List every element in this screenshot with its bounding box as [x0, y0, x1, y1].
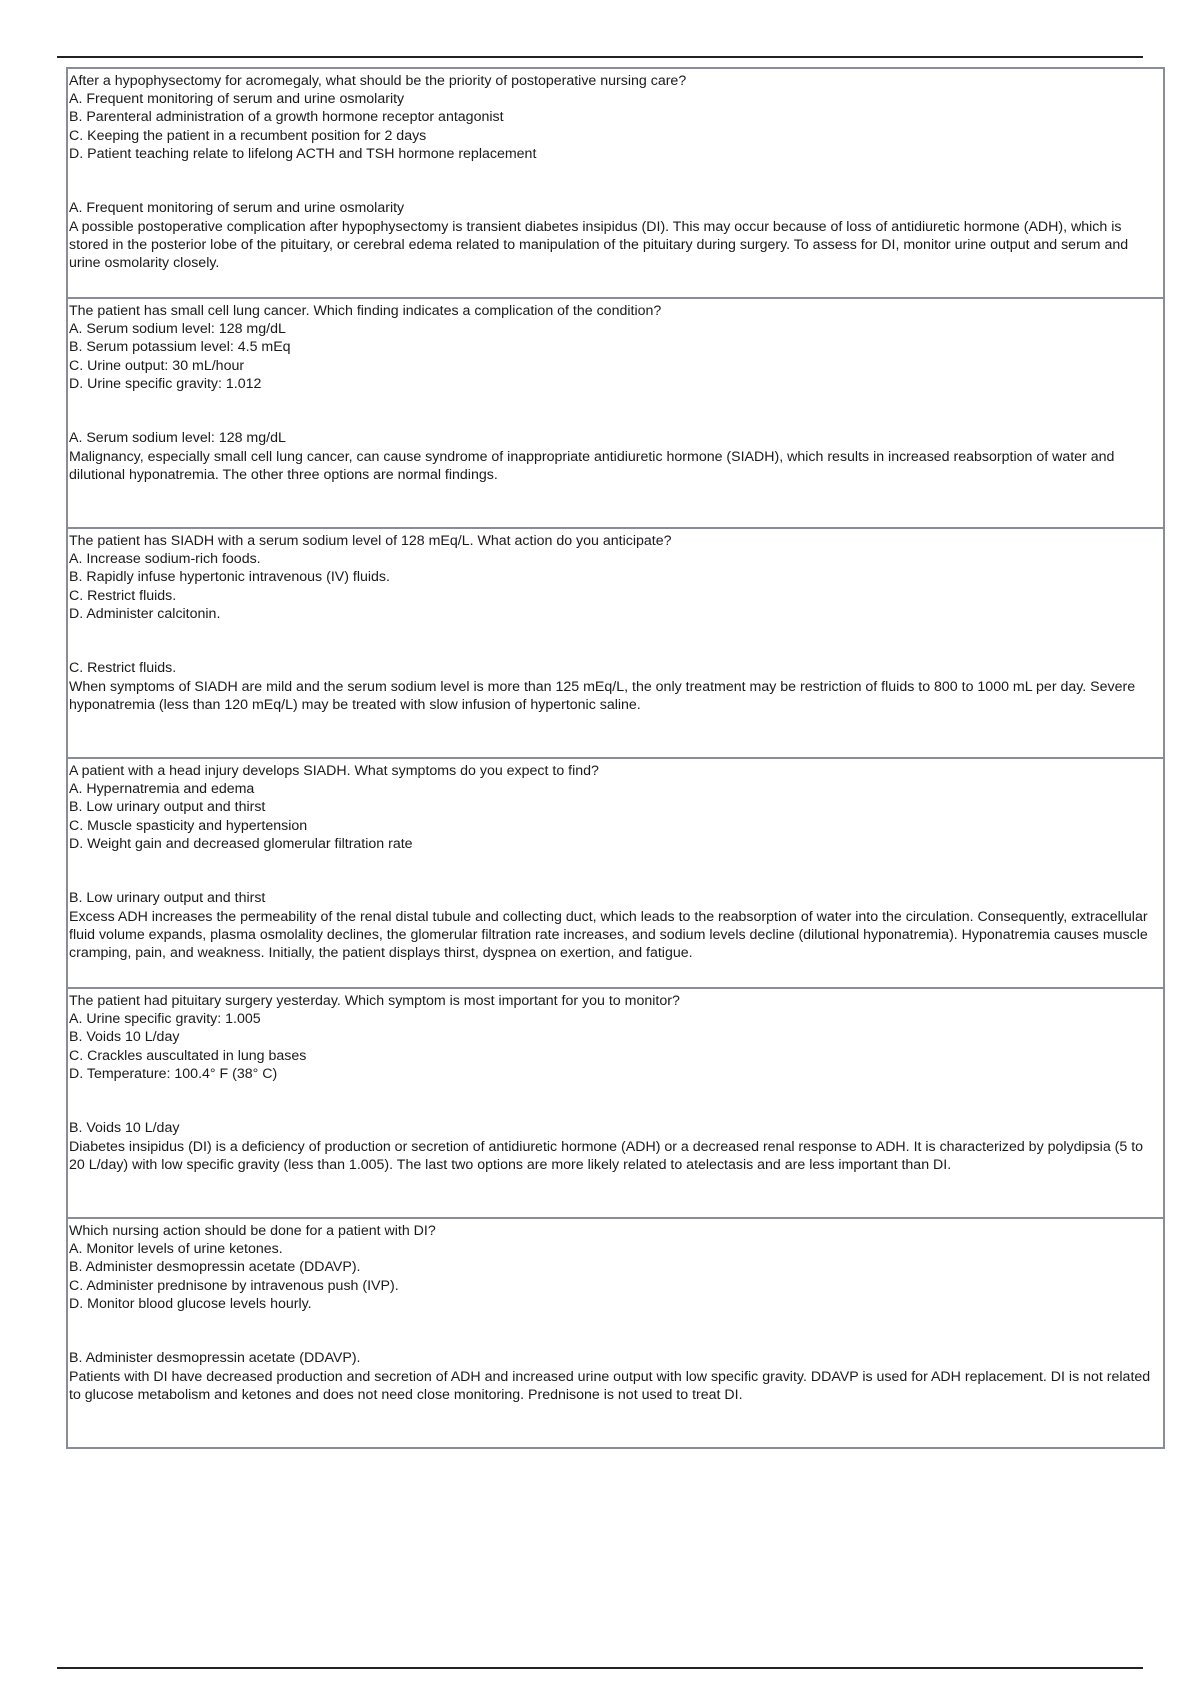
answer-explanation: Diabetes insipidus (DI) is a deficiency of production or secretion of antidiuretic hormone (ADH) or a decreased renal response to ADH. It is characterized by polydipsia (5 to 20 L/day) with low specific gravity (less than 1.005). The last two options are more likely related to atelectasis and are less important than DI.	[69, 1138, 1144, 1173]
option-a: A. Frequent monitoring of serum and urine osmolarity	[69, 91, 405, 108]
flashcard	[68, 757, 1163, 987]
question-text: Which nursing action should be done for a patient with DI?	[69, 1223, 436, 1239]
answer-explanation: Excess ADH increases the permeability of the renal distal tubule and collecting duct, which leads to the reabsorption of water into the circulation. Consequently, extracellular fluid volume expands, plasma osmolality declines, the glomerular filtration rate increases, and sodium levels decline (dilutional hyponatremia). Hyponatremia causes muscle cramping, pain, and weakness. Initially, the patient displays thirst, dyspnea on exertion, and fatigue.	[69, 908, 1148, 962]
correct-answer: B. Administer desmopressin acetate (DDAVP).	[69, 1350, 361, 1367]
option-a: A. Urine specific gravity: 1.005	[69, 1011, 261, 1028]
option-d: D. Administer calcitonin.	[69, 605, 221, 622]
correct-answer: C. Restrict fluids.	[69, 660, 177, 677]
question-text: After a hypophysectomy for acromegaly, what should be the priority of postoperative nursing care?	[69, 73, 687, 89]
question-text: The patient had pituitary surgery yesterday. Which symptom is most important for you to monitor?	[69, 993, 680, 1009]
correct-answer: B. Voids 10 L/day	[69, 1120, 180, 1137]
flashcard	[68, 1217, 1163, 1447]
option-b: B. Administer desmopressin acetate (DDAVP).	[69, 1259, 361, 1276]
top-rule	[57, 56, 1143, 58]
correct-answer: B. Low urinary output and thirst	[69, 890, 266, 907]
option-b: B. Low urinary output and thirst	[69, 799, 266, 816]
option-c: C. Restrict fluids.	[69, 587, 177, 604]
question-text: The patient has SIADH with a serum sodium level of 128 mEq/L. What action do you anticipate?	[69, 533, 672, 549]
option-b: B. Serum potassium level: 4.5 mEq	[69, 339, 291, 356]
option-c: C. Urine output: 30 mL/hour	[69, 357, 245, 374]
option-c: C. Muscle spasticity and hypertension	[69, 817, 308, 834]
option-b: B. Parenteral administration of a growth hormone receptor antagonist	[69, 109, 504, 126]
option-d: D. Patient teaching relate to lifelong ACTH and TSH hormone replacement	[69, 145, 537, 162]
option-c: C. Crackles auscultated in lung bases	[69, 1047, 307, 1064]
option-d: D. Weight gain and decreased glomerular filtration rate	[69, 835, 413, 852]
option-a: A. Hypernatremia and edema	[69, 781, 255, 798]
flashcard	[68, 987, 1163, 1217]
flashcard	[68, 69, 1163, 297]
answer-explanation: A possible postoperative complication after hypophysectomy is transient diabetes insipidus (DI). This may occur because of loss of antidiuretic hormone (ADH), which is stored in the posterior lobe of the pituitary, or cerebral edema related to manipulation of the pituitary during surgery. To assess for DI, monitor urine output and serum and urine osmolarity closely.	[69, 218, 1129, 272]
option-a: A. Serum sodium level: 128 mg/dL	[69, 321, 286, 338]
correct-answer: A. Serum sodium level: 128 mg/dL	[69, 430, 286, 447]
flashcard-list	[66, 67, 1165, 1449]
flashcard	[68, 527, 1163, 757]
option-a: A. Monitor levels of urine ketones.	[69, 1241, 283, 1258]
answer-explanation: When symptoms of SIADH are mild and the serum sodium level is more than 125 mEq/L, the only treatment may be restriction of fluids to 800 to 1000 mL per day. Severe hyponatremia (less than 120 mEq/L) may be treated with slow infusion of hypertonic saline.	[69, 678, 1136, 713]
option-c: C. Keeping the patient in a recumbent position for 2 days	[69, 127, 427, 144]
option-d: D. Urine specific gravity: 1.012	[69, 375, 262, 392]
question-text: A patient with a head injury develops SIADH. What symptoms do you expect to find?	[69, 763, 599, 779]
option-b: B. Voids 10 L/day	[69, 1029, 180, 1046]
flashcard	[68, 297, 1163, 527]
option-c: C. Administer prednisone by intravenous push (IVP).	[69, 1277, 399, 1294]
option-a: A. Increase sodium-rich foods.	[69, 551, 261, 568]
question-text: The patient has small cell lung cancer. Which finding indicates a complication of the condition?	[69, 303, 662, 319]
answer-explanation: Malignancy, especially small cell lung cancer, can cause syndrome of inappropriate antidiuretic hormone (SIADH), which results in increased reabsorption of water and dilutional hyponatremia. The other three options are normal findings.	[69, 448, 1115, 483]
answer-explanation: Patients with DI have decreased production and secretion of ADH and increased urine output with low specific gravity. DDAVP is used for ADH replacement. DI is not related to glucose metabolism and ketones and does not need close monitoring. Prednisone is not used to treat DI.	[69, 1368, 1151, 1403]
correct-answer: A. Frequent monitoring of serum and urine osmolarity	[69, 200, 405, 217]
option-b: B. Rapidly infuse hypertonic intravenous (IV) fluids.	[69, 569, 390, 586]
option-d: D. Temperature: 100.4° F (38° C)	[69, 1065, 278, 1082]
bottom-rule	[57, 1667, 1143, 1669]
option-d: D. Monitor blood glucose levels hourly.	[69, 1295, 312, 1312]
